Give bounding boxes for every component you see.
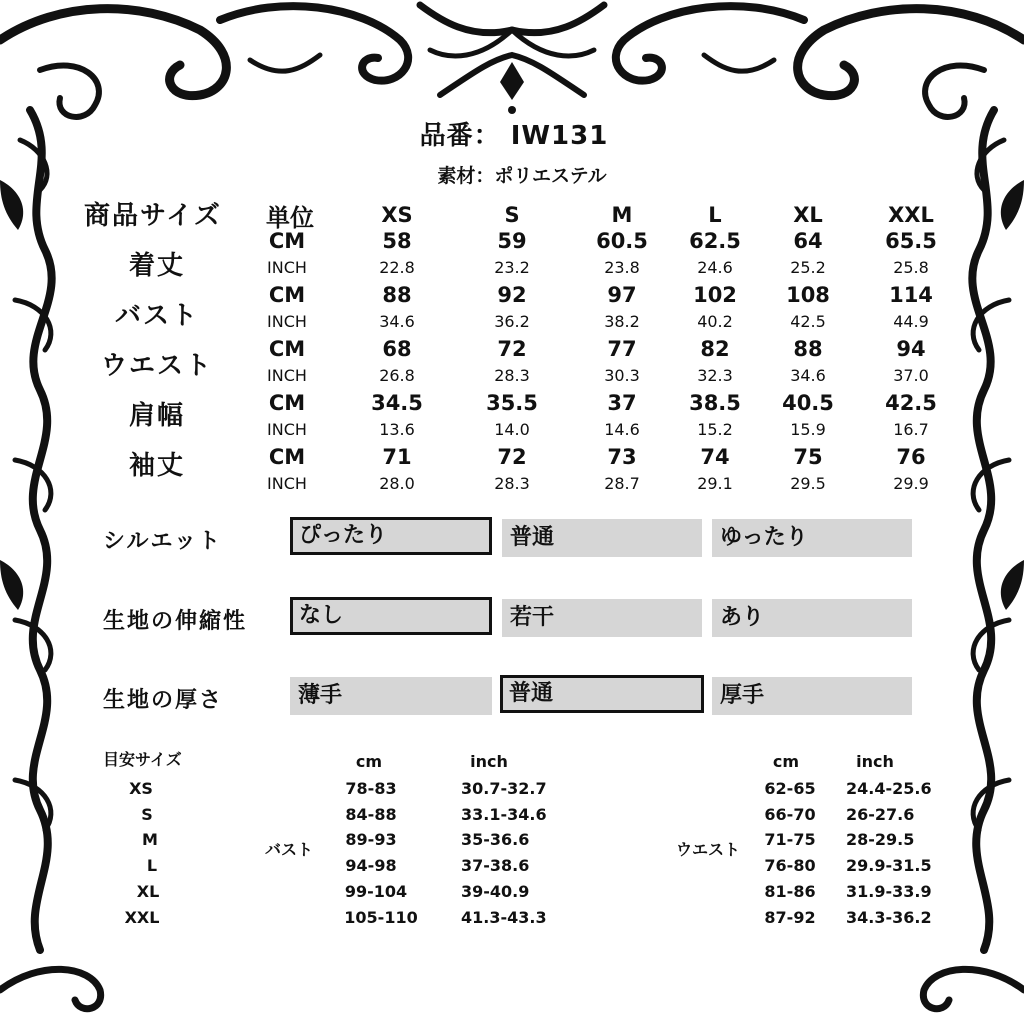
guide-size-label: S	[141, 805, 153, 824]
size-table-corner-label: 商品サイズ	[84, 201, 222, 231]
guide-bust-inch: 30.7-32.7	[461, 779, 547, 798]
cell-cm: 68	[382, 337, 412, 361]
cell-cm: 82	[700, 337, 730, 361]
cell-cm: 42.5	[885, 391, 937, 415]
cell-inch: 14.0	[494, 420, 530, 439]
cell-inch: 34.6	[790, 366, 826, 385]
unit-cm: CM	[268, 229, 306, 253]
option-silhouette-tight[interactable]: ぴったり	[290, 517, 492, 555]
guide-bust-cm: 105-110	[344, 908, 418, 927]
cell-cm: 76	[896, 445, 926, 469]
cell-inch: 30.3	[604, 366, 640, 385]
guide-bust-cm: 99-104	[344, 882, 408, 901]
guide-size-label: M	[142, 830, 158, 849]
guide-bust-cm-header: cm	[355, 752, 383, 771]
cell-cm: 35.5	[486, 391, 538, 415]
cell-cm: 97	[607, 283, 637, 307]
cell-inch: 34.6	[379, 312, 415, 331]
option-silhouette-regular[interactable]: 普通	[502, 519, 702, 557]
size-header-s: S	[504, 203, 520, 227]
measure-label-length: 着丈	[128, 251, 186, 281]
cell-inch: 16.7	[893, 420, 929, 439]
cell-inch: 32.3	[697, 366, 733, 385]
material: 素材：ポリエステル	[437, 165, 607, 187]
cell-inch: 42.5	[790, 312, 826, 331]
option-stretch-none[interactable]: なし	[290, 597, 492, 635]
cell-cm: 37	[607, 391, 637, 415]
option-silhouette-loose[interactable]: ゆったり	[712, 519, 912, 557]
cell-cm: 73	[607, 445, 637, 469]
unit-cm: CM	[268, 391, 306, 415]
option-thickness-thick[interactable]: 厚手	[712, 677, 912, 715]
unit-cm: CM	[268, 337, 306, 361]
guide-bust-inch: 39-40.9	[461, 882, 530, 901]
product-number: 品番： IW131	[419, 121, 609, 151]
guide-bust-inch: 33.1-34.6	[461, 805, 547, 824]
size-header-xl: XL	[793, 203, 823, 227]
cell-cm: 77	[607, 337, 637, 361]
size-header-xxl: XXL	[888, 203, 934, 227]
unit-inch: INCH	[267, 312, 307, 331]
cell-cm: 64	[793, 229, 823, 253]
guide-waist-inch: 34.3-36.2	[846, 908, 932, 927]
cell-cm: 72	[497, 445, 527, 469]
cell-inch: 28.3	[494, 474, 530, 493]
cell-inch: 38.2	[604, 312, 640, 331]
cell-inch: 37.0	[893, 366, 929, 385]
cell-cm: 60.5	[596, 229, 648, 253]
cell-cm: 88	[793, 337, 823, 361]
option-stretch-yes[interactable]: あり	[712, 599, 912, 637]
unit-cm: CM	[268, 283, 306, 307]
cell-cm: 102	[693, 283, 737, 307]
guide-size-label: XS	[129, 779, 153, 798]
guide-waist-cm: 87-92	[764, 908, 816, 927]
guide-waist-inch: 28-29.5	[846, 830, 915, 849]
cell-cm: 114	[889, 283, 933, 307]
cell-cm: 65.5	[885, 229, 937, 253]
cell-cm: 40.5	[782, 391, 834, 415]
cell-cm: 71	[382, 445, 412, 469]
cell-inch: 29.1	[697, 474, 733, 493]
guide-waist-inch: 24.4-25.6	[846, 779, 932, 798]
guide-waist-cm: 66-70	[764, 805, 816, 824]
guide-size-label: XL	[136, 882, 160, 901]
cell-cm: 88	[382, 283, 412, 307]
cell-inch: 36.2	[494, 312, 530, 331]
cell-cm: 62.5	[689, 229, 741, 253]
attribute-label-thickness: 生地の厚さ	[103, 688, 224, 713]
size-header-m: M	[611, 203, 633, 227]
attribute-label-stretch: 生地の伸縮性	[103, 609, 248, 634]
cell-cm: 92	[497, 283, 527, 307]
cell-inch: 24.6	[697, 258, 733, 277]
guide-bust-inch: 35-36.6	[461, 830, 530, 849]
guide-waist-cm-header: cm	[772, 752, 800, 771]
option-thickness-thin[interactable]: 薄手	[290, 677, 492, 715]
cell-inch: 14.6	[604, 420, 640, 439]
guide-bust-cm: 84-88	[345, 805, 397, 824]
measure-label-bust: バスト	[114, 301, 200, 331]
cell-inch: 28.7	[604, 474, 640, 493]
guide-waist-cm: 71-75	[764, 830, 816, 849]
guide-size-label: L	[146, 856, 158, 875]
guide-waist-cm: 81-86	[764, 882, 816, 901]
cell-inch: 29.5	[790, 474, 826, 493]
cell-inch: 25.8	[893, 258, 929, 277]
measure-label-sleeve: 袖丈	[128, 451, 186, 481]
guide-waist-cm: 76-80	[764, 856, 816, 875]
guide-bust-cm: 78-83	[345, 779, 397, 798]
cell-cm: 94	[896, 337, 926, 361]
guide-waist-inch: 26-27.6	[846, 805, 915, 824]
unit-header: 単位	[266, 204, 314, 232]
cell-inch: 28.0	[379, 474, 415, 493]
option-thickness-regular[interactable]: 普通	[500, 675, 704, 713]
cell-inch: 13.6	[379, 420, 415, 439]
size-header-xs: XS	[381, 203, 413, 227]
guide-bust-label: バスト	[265, 840, 314, 859]
cell-inch: 26.8	[379, 366, 415, 385]
guide-bust-cm: 89-93	[345, 830, 397, 849]
unit-inch: INCH	[267, 420, 307, 439]
cell-inch: 44.9	[893, 312, 929, 331]
size-guide-title: 目安サイズ	[103, 750, 182, 769]
cell-inch: 29.9	[893, 474, 929, 493]
guide-bust-inch: 37-38.6	[461, 856, 530, 875]
guide-bust-inch: 41.3-43.3	[461, 908, 547, 927]
cell-cm: 72	[497, 337, 527, 361]
guide-bust-inch-header: inch	[470, 752, 508, 771]
cell-inch: 22.8	[379, 258, 415, 277]
guide-waist-label: ウエスト	[676, 840, 741, 859]
cell-cm: 59	[497, 229, 527, 253]
cell-cm: 38.5	[689, 391, 741, 415]
unit-inch: INCH	[267, 474, 307, 493]
size-header-l: L	[708, 203, 722, 227]
measure-label-shoulder: 肩幅	[128, 401, 186, 431]
measure-label-waist: ウエスト	[100, 351, 214, 381]
cell-inch: 40.2	[697, 312, 733, 331]
guide-bust-cm: 94-98	[345, 856, 397, 875]
cell-inch: 15.2	[697, 420, 733, 439]
guide-waist-inch: 31.9-33.9	[846, 882, 932, 901]
cell-inch: 23.2	[494, 258, 530, 277]
guide-waist-inch-header: inch	[856, 752, 894, 771]
attribute-label-silhouette: シルエット	[103, 529, 223, 554]
cell-inch: 15.9	[790, 420, 826, 439]
option-stretch-slight[interactable]: 若干	[502, 599, 702, 637]
cell-cm: 34.5	[371, 391, 423, 415]
cell-inch: 25.2	[790, 258, 826, 277]
guide-waist-inch: 29.9-31.5	[846, 856, 932, 875]
cell-cm: 108	[786, 283, 830, 307]
unit-inch: INCH	[267, 366, 307, 385]
cell-cm: 74	[700, 445, 730, 469]
guide-size-label: XXL	[124, 908, 160, 927]
cell-inch: 28.3	[494, 366, 530, 385]
guide-waist-cm: 62-65	[764, 779, 816, 798]
cell-cm: 75	[793, 445, 823, 469]
unit-inch: INCH	[267, 258, 307, 277]
cell-cm: 58	[382, 229, 412, 253]
cell-inch: 23.8	[604, 258, 640, 277]
unit-cm: CM	[268, 445, 306, 469]
